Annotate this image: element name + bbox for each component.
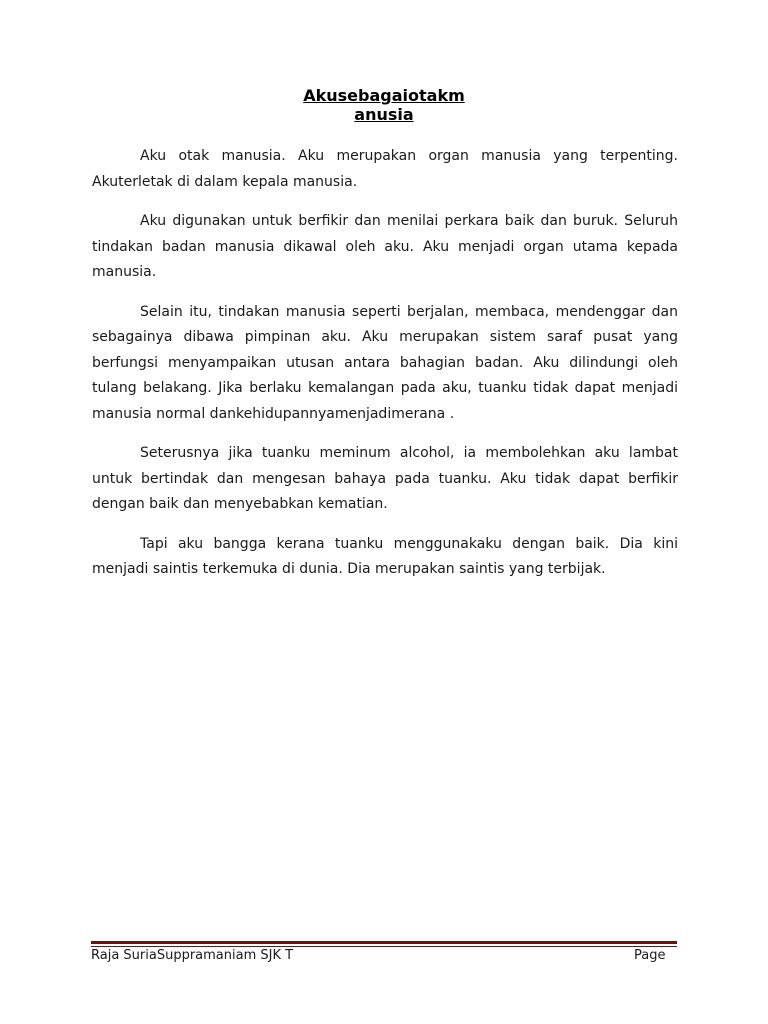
document-body	[92, 144, 678, 597]
document-title	[0, 86, 768, 124]
paragraph-5: Tapi aku bangga kerana tuanku menggunakaku dengan baik. Dia kini menjadi saintis terkemuka di dunia. Dia merupakan saintis yang terbijak.	[92, 535, 678, 577]
footer-page-label: Page	[634, 948, 666, 963]
paragraph-2: Aku digunakan untuk berfikir dan menilai perkara baik dan buruk. Seluruh tindakan badan manusia dikawal oleh aku. Aku menjadi organ utama kepada manusia.	[92, 213, 678, 280]
footer-divider	[91, 941, 677, 944]
title-line-1: Akusebagaiotakm	[303, 86, 465, 105]
paragraph-4: Seterusnya jika tuanku meminum alcohol, ia membolehkan aku lambat untuk bertindak dan mengesan bahaya pada tuanku. Aku tidak dapat berfikir dengan baik dan menyebabkan kematian.	[92, 445, 678, 512]
title-line-2: anusia	[354, 105, 414, 124]
paragraph-3: Selain itu, tindakan manusia seperti berjalan, membaca, mendenggar dan sebagainya dibawa pimpinan aku. Aku merupakan sistem saraf pusat yang berfungsi menyampaikan utusan antara bahagian badan. Aku dilindungi oleh tulang belakang. Jika berlaku kemalangan pada aku, tuanku tidak dapat menjadi manusia normal dankehidupannyamenjadimerana .	[92, 303, 678, 422]
footer-author: Raja SuriaSuppramaniam SJK T	[91, 948, 294, 963]
paragraph-1: Aku otak manusia. Aku merupakan organ manusia yang terpenting. Akuterletak di dalam kepala manusia.	[92, 148, 678, 190]
